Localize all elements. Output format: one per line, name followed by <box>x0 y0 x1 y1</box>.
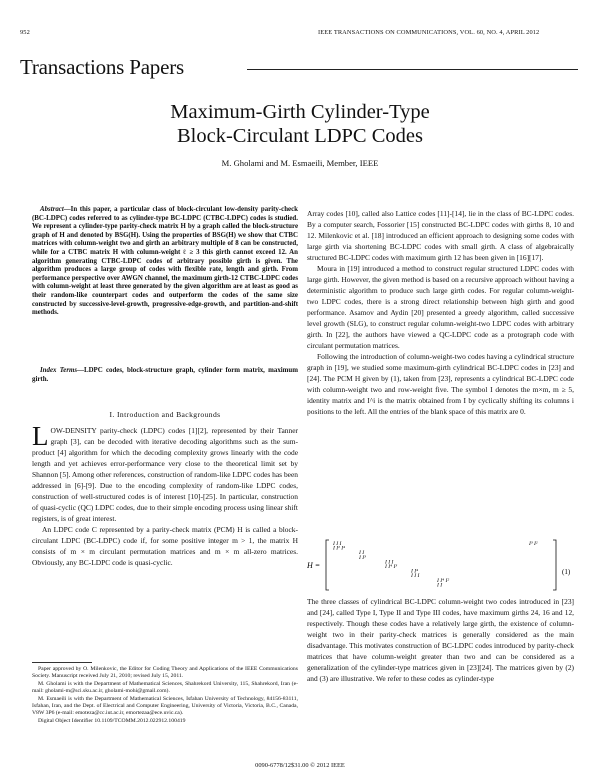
matrix-figure <box>307 536 574 594</box>
equation-number: (1) <box>562 568 571 576</box>
matrix-lhs: H = <box>307 561 321 570</box>
intro-paragraph-2: An LDPC code C represented by a parity-check matrix (PCM) H is called a block-circulant LDPC (BC-LDPC) code if, for some positive integer m > 1, the matrix H consists of m × m circulant permutation matrices and m × m all-zero matrices. Obviously, any BC-LDPC code is quasi-cyclic. <box>32 525 298 567</box>
matrix-row: I I I <box>333 541 342 547</box>
paper-title-line-2: Block-Circulant LDPC Codes <box>177 125 423 147</box>
copyright-line: 0090-6778/12$31.00 © 2012 IEEE <box>255 762 345 769</box>
matrix-row: I I⁴ <box>411 568 419 575</box>
right-paragraph-2: Moura in [19] introduced a method to construct regular structured LDPC codes with large girth. However, the given method is based on a recursive approach without having a deterministic algorithm to produce such large girth codes. For regular column-weight-two LDPC codes, there is a strong direct relationship between high girth and good performance. Asamov and Aydin [20] presented a greedy algorithm, called successive level growth (SLG), to construct regular column-weight-two LDPC codes with arbitrary girth. In [22], the authors have viewed a QC-LDPC code as a protograph code with circulant permutation matrices. <box>307 264 574 350</box>
footnote-author-1: M. Gholami is with the Department of Mathematical Sciences, Shahrekord University, 115, Shahrekord, Iran (e-mail: gholami-m@sci.sku.ac.ir, gholami-mohi@gmail.com). <box>32 680 298 695</box>
footnote-editor: Paper approved by O. Milenkovic, the Editor for Coding Theory and Applications of the IEEE Communications Society. Manuscript received July 21, 2010; revised July 15, 2011. <box>32 666 298 680</box>
introduction-heading: I. Introduction and Backgrounds <box>109 410 221 419</box>
matrix-row: I I <box>437 582 443 589</box>
matrix-row: I I² I⁴ <box>333 545 346 552</box>
left-bracket <box>326 540 329 590</box>
right-paragraph-1: Array codes [10], called also Lattice codes [11]-[14], lie in the class of BC-LDPC codes. By a computer search, Fossorier [15] constructed BC-LDPC codes with girths 8, 10 and 12. Milenkovic et al. [18] introduced an efficient approach to designing some codes with large girth via shortening BC-LDPC codes with small girth. A class of algebraically structured BC-LDPC codes with maximum girth 12 has been given in [16][17]. <box>307 209 574 262</box>
equation-1 <box>307 536 574 594</box>
matrix-row: I I I <box>411 573 420 580</box>
matrix-entries <box>332 541 538 588</box>
footnote-rule <box>32 662 92 663</box>
heading-rule <box>247 69 578 70</box>
right-lower-body <box>307 596 574 684</box>
authors <box>0 158 600 168</box>
matrix-row: I I⁴ I² <box>437 577 450 584</box>
drop-cap: L <box>32 421 49 451</box>
abstract-text: In this paper, a particular class of block-circulant low-density parity-check (BC-LDPC) codes referred to as cylinder-type BC-LDPC (CTBC-LDPC) codes is studied. We represent a cylinder-type parity-check matrix H by a graph called the block-structure graph of H and denoted by BSG(H). Using the properties of BSG(H) we show that CTBC matrices with column-weight two and girth an arbitrary multiple of 8 can be constructed, while for a CTBC matrix H with column-weight ℓ ≥ 3 this girth cannot exceed 12. An algorithm generating CTBC-LDPC codes of arbitrary possible girth is given. The algorithm produces a large group of codes with flexible rate, length and girth. From performance perspective over AWGN channel, the maximum girth-12 CTBC-LDPC codes with column-weight at least three generated by the given algorithm are at least as good as their random-like counterpart codes and outperform the codes of the same size constructed by successive-level-growth, progressive-edge-growth, and partition-and-shift methods. <box>32 206 298 317</box>
right-bracket <box>553 540 556 590</box>
authors-text: M. Gholami and M. Esmaeili, Member, IEEE <box>221 158 379 168</box>
matrix-row: I I <box>359 550 365 557</box>
matrix-row: I I I <box>385 559 394 566</box>
footnote-doi: Digital Object Identifier 10.1109/TCOMM.2012.022912.100419 <box>38 717 186 724</box>
matrix-corner-entry: I³ I² <box>529 541 538 547</box>
footnote <box>32 666 298 725</box>
index-terms-label: Index Terms— <box>40 367 84 374</box>
right-column-body <box>307 208 574 417</box>
left-column-body <box>32 421 298 568</box>
matrix-row: I I⁴ I³ <box>385 564 398 570</box>
paper-title-line-1: Maximum-Girth Cylinder-Type <box>170 101 430 123</box>
intro-paragraph-1: OW-DENSITY parity-check (LDPC) codes [1][2], represented by their Tanner graph [3], can be decoded with iterative decoding algorithms such as the sum-product [4] algorithm for which the decoding complexity grows linearly with the code length and yet achieves error-performance very close to the theoretical limit set by Shannon [5]. Among other references, construction of random-like LDPC codes has been addressed in [6]-[9]. Due to the encoding complexity of random-like LDPC codes, construction of well-structured codes is of interest [10]-[25]. In particular, construction of quasi-cyclic (QC) LDPC codes, due to their simple encoding process using linear shift registers, is of great interest. <box>32 426 298 523</box>
abstract-label: Abstract— <box>40 206 71 213</box>
index-terms-text: LDPC codes, block-structure graph, cylinder form matrix, maximum girth. <box>32 367 298 383</box>
running-header: IEEE TRANSACTIONS ON COMMUNICATIONS, VOL. 60, NO. 4, APRIL 2012 <box>318 29 540 36</box>
matrix-row: I I³ <box>359 554 366 561</box>
right-paragraph-3: Following the introduction of column-weight-two codes having a cylindrical structure graph in [19], we studied some maximum-girth cylindrical BC-LDPC codes in [23] and [24]. The PCM H given by (1), taken from [23], represents a cylindrical BC-LDPC code with column-weight two and row-weight five. The symbol I denotes the m×m, m ≥ 5, identity matrix and I^i is the matrix obtained from I by cyclically shifting its columns i positions to the left. All the entries of the blank space of this matrix are 0. <box>307 352 574 416</box>
index-terms <box>32 367 298 384</box>
right-paragraph-4: The three classes of cylindrical BC-LDPC column-weight two codes introduced in [23] and [24], called Type I, Type II and Type III codes, have maximum girths 24, 16 and 12, respectively. Though these codes have a relatively large girth, the existence of column-weight two in their parity-check matrices is generally considered as the main disadvantage. This motivates construction of BC-LDPC codes introduced by parity-check matrices that have column-weight greater than two and can be considered as a generalization of the cylinder-type matrices given in [23][24]. The matrices given by (2) and (3) are illustrative. We refer to these codes as cylinder-type <box>307 597 574 683</box>
section-heading: Transactions Papers <box>20 55 184 79</box>
abstract <box>32 206 298 318</box>
footnote-author-2: M. Esmaeili is with the Department of Mathematical Sciences, Isfahan University of Technology, 84156-83111, Isfahan, Iran, and the Dept. of Electrical and Computer Engineering, University of Victoria, Victoria, B.C., Canada, V8W 3P6 (e-mail: emoteza@cc.iut.ac.ir, emortezaa@ece.uvic.ca). <box>32 695 298 717</box>
page-number: 952 <box>20 29 30 36</box>
